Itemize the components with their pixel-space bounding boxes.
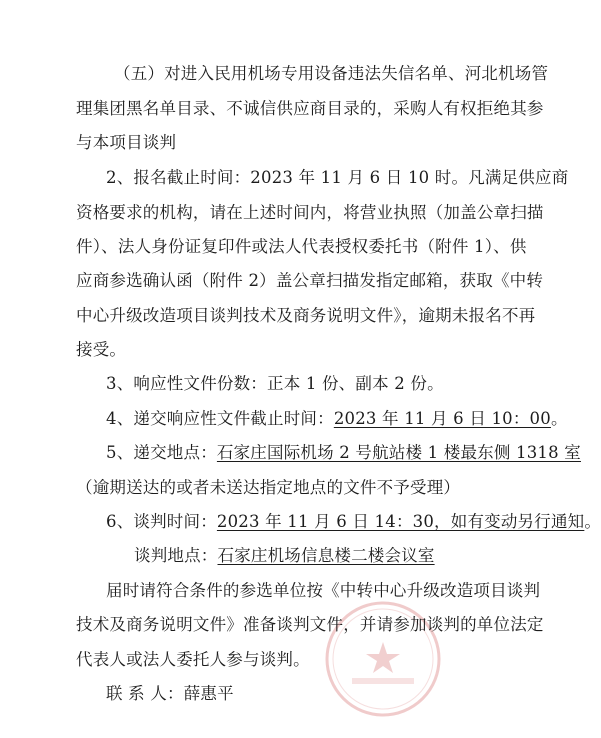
closing-line1: 届时请符合条件的参选单位按《中转中心升级改造项目谈判 bbox=[106, 581, 541, 600]
item3-line: 3、响应性文件份数：正本 1 份、副本 2 份。 bbox=[106, 374, 444, 393]
venue-prefix: 谈判地点： bbox=[134, 546, 218, 565]
item2-line3: 件）、法人身份证复印件或法人代表授权委托书（附件 1）、供 bbox=[76, 237, 527, 256]
closing-line3: 代表人或法人委托人参与谈判。 bbox=[76, 650, 310, 669]
contact-person-label: 联 系 人： bbox=[106, 684, 184, 703]
venue-location: 石家庄机场信息楼二楼会议室 bbox=[217, 546, 435, 565]
item6-suffix: 。 bbox=[584, 512, 601, 531]
item2-line6: 接受。 bbox=[76, 340, 127, 359]
item2-line5: 中心升级改造项目谈判技术及商务说明文件》，逾期未报名不再 bbox=[76, 306, 536, 325]
item5-note: （逾期送达的或者未送达指定地点的文件不予受理） bbox=[76, 478, 461, 497]
item4-line bbox=[106, 409, 568, 429]
para5-line1: （五）对进入民用机场专用设备违法失信名单、河北机场管 bbox=[114, 64, 549, 83]
contact-person-row bbox=[106, 684, 234, 704]
venue-line bbox=[134, 546, 435, 566]
item4-deadline: 2023 年 11 月 6 日 10：00 bbox=[333, 409, 551, 428]
item6-prefix: 6、谈判时间： bbox=[106, 512, 217, 531]
item4-prefix: 4、递交响应性文件截止时间： bbox=[106, 409, 334, 428]
item2-line2: 资格要求的机构，请在上述时间内，将营业执照（加盖公章扫描 bbox=[76, 203, 544, 222]
item6-line bbox=[106, 512, 601, 532]
item2-line4: 应商参选确认函（附件 2）盖公章扫描发指定邮箱，获取《中转 bbox=[76, 271, 544, 290]
item2-line1: 2、报名截止时间：2023 年 11 月 6 日 10 时。凡满足供应商 bbox=[106, 168, 569, 187]
para5-line3: 与本项目谈判 bbox=[76, 133, 177, 152]
para5-line2: 理集团黑名单目录、不诚信供应商目录的，采购人有权拒绝其参 bbox=[76, 99, 544, 118]
contact-person-name: 薛惠平 bbox=[183, 684, 234, 703]
item5-line bbox=[106, 443, 581, 463]
item5-location: 石家庄国际机场 2 号航站楼 1 楼最东侧 1318 室 bbox=[216, 443, 581, 462]
item6-time: 2023 年 11 月 6 日 14：30，如有变动另行通知 bbox=[216, 512, 585, 531]
item4-suffix: 。 bbox=[550, 409, 568, 428]
closing-line2: 技术及商务说明文件》准备谈判文件，并请参加谈判的单位法定 bbox=[76, 615, 544, 634]
item5-prefix: 5、递交地点： bbox=[106, 443, 217, 462]
